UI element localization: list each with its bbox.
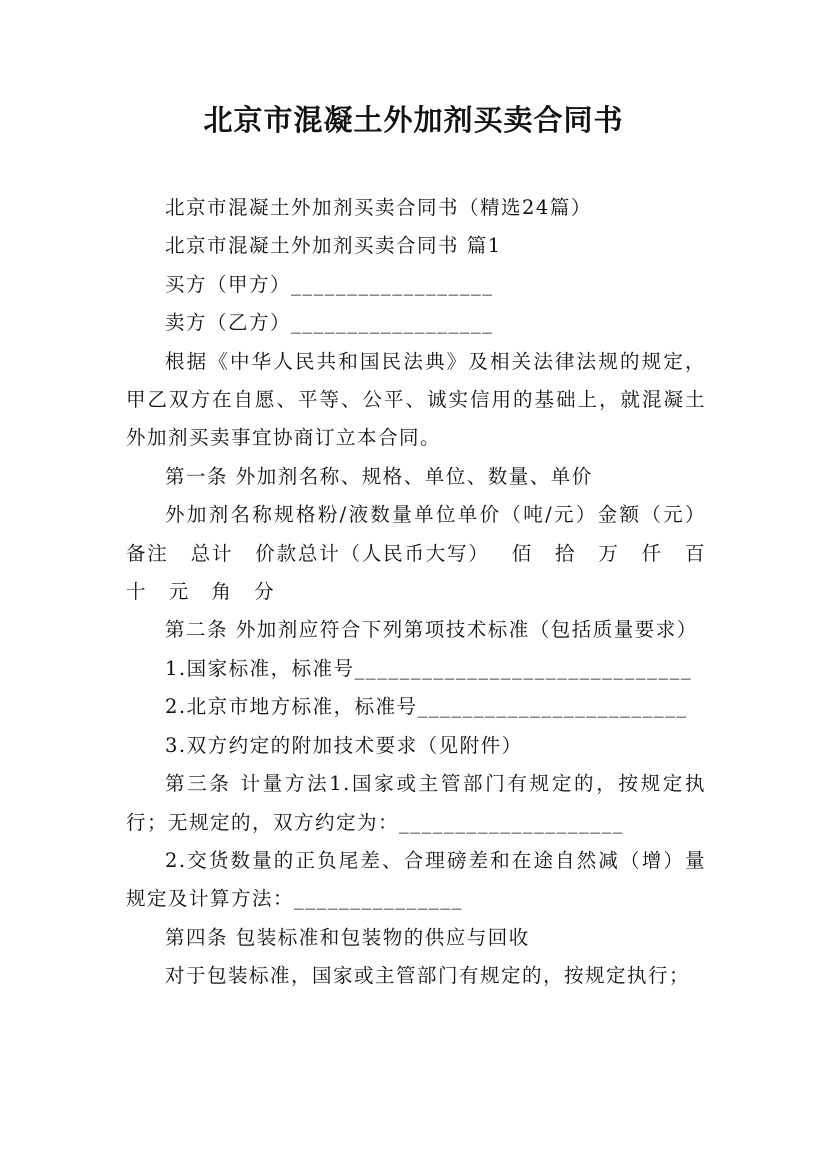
paragraph-seller: 卖方（乙方）__________________	[165, 311, 494, 335]
paragraph-article-1: 第一条 外加剂名称、规格、单位、数量、单价	[165, 464, 593, 488]
paragraph-article-3: 第三条 计量方法1.国家或主管部门有规定的，按规定执行；无规定的，双方约定为：____________________	[126, 772, 706, 834]
paragraph-standard-local: 2.北京市地方标准，标准号________________________	[165, 695, 688, 719]
document-title: 北京市混凝土外加剂买卖合同书	[203, 103, 624, 137]
paragraph-packaging: 对于包装标准，国家或主管部门有规定的，按规定执行；	[165, 964, 691, 988]
paragraph-section-heading: 北京市混凝土外加剂买卖合同书 篇1	[165, 234, 502, 258]
paragraph-standard-agreed: 3.双方约定的附加技术要求（见附件）	[165, 733, 523, 757]
paragraph-price-table: 外加剂名称规格粉/液数量单位单价（吨/元）金额（元）备注 总计 价款总计（人民币大写） 佰 拾 万 仟 百 十 元 角 分	[126, 503, 706, 604]
paragraph-article-4: 第四条 包装标准和包装物的供应与回收	[165, 925, 530, 949]
paragraph-subtitle: 北京市混凝土外加剂买卖合同书（精选24篇）	[165, 196, 592, 219]
document-body	[126, 189, 706, 996]
paragraph-preamble: 根据《中华人民共和国民法典》及相关法律法规的规定，甲乙双方在自愿、平等、公平、诚实信用的基础上，就混凝土外加剂买卖事宜协商订立本合同。	[126, 349, 706, 450]
paragraph-article-2: 第二条 外加剂应符合下列第项技术标准（包括质量要求）	[165, 618, 698, 642]
paragraph-quantity-tolerance: 2.交货数量的正负尾差、合理磅差和在途自然减（增）量规定及计算方法：_______________	[126, 848, 706, 911]
paragraph-buyer: 买方（甲方）__________________	[165, 272, 494, 296]
paragraph-standard-national: 1.国家标准，标准号______________________________	[165, 656, 693, 680]
